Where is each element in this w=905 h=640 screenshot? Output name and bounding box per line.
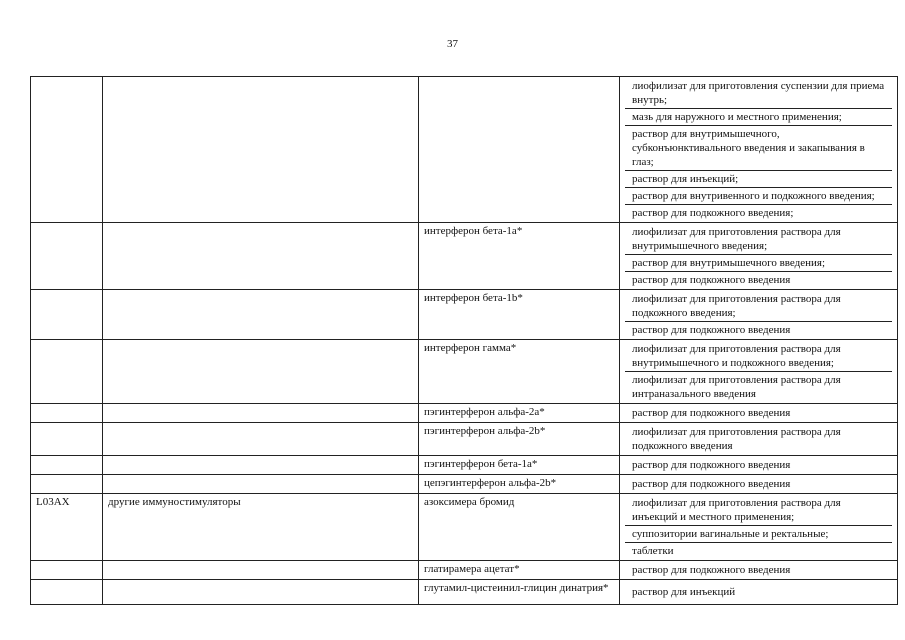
dosage-forms-cell: [620, 77, 898, 223]
dosage-form-item: лиофилизат для приготовления суспензии для приема внутрь;: [632, 80, 885, 106]
dosage-form-item: раствор для подкожного введения: [632, 478, 791, 490]
dosage-form-item: раствор для подкожного введения: [632, 407, 791, 419]
drug-name-cell: [419, 77, 620, 223]
dosage-form-item: лиофилизат для приготовления раствора для интраназального введения: [625, 371, 892, 402]
atc-code-cell: [31, 77, 103, 223]
atc-code-cell: [31, 290, 103, 340]
pharm-group-cell: [103, 580, 419, 605]
dosage-forms-cell: [620, 494, 898, 561]
dosage-form-item: раствор для подкожного введения;: [625, 204, 892, 221]
dosage-form-item: лиофилизат для приготовления раствора для подкожного введения;: [632, 293, 841, 319]
table-row: [31, 77, 898, 223]
pharm-group-cell: [103, 423, 419, 456]
dosage-forms-cell: [620, 404, 898, 423]
drug-name-cell: азоксимера бромид: [419, 494, 620, 561]
dosage-form-item: раствор для подкожного введения: [625, 271, 892, 288]
pharm-group-cell: [103, 77, 419, 223]
dosage-forms-cell: [620, 290, 898, 340]
table-row: [31, 404, 898, 423]
dosage-forms-list: [625, 341, 892, 402]
dosage-forms-cell: [620, 561, 898, 580]
table-row: [31, 223, 898, 290]
dosage-forms-list: [625, 457, 892, 473]
table-row: [31, 423, 898, 456]
drug-name-cell: пэгинтерферон бета-1a*: [419, 456, 620, 475]
dosage-forms-list: [625, 476, 892, 492]
atc-code-cell: L03AX: [31, 494, 103, 561]
table-row: [31, 475, 898, 494]
dosage-forms-cell: [620, 475, 898, 494]
pharm-group-cell: [103, 340, 419, 404]
dosage-forms-list: [625, 224, 892, 288]
pharm-group-cell: [103, 223, 419, 290]
dosage-form-item: раствор для подкожного введения: [625, 321, 892, 338]
dosage-forms-list: [625, 562, 892, 578]
dosage-forms-list: [625, 405, 892, 421]
drug-name-cell: цепэгинтерферон альфа-2b*: [419, 475, 620, 494]
dosage-forms-list: [625, 78, 892, 221]
atc-code-cell: [31, 340, 103, 404]
table-row: [31, 290, 898, 340]
drug-name-cell: пэгинтерферон альфа-2b*: [419, 423, 620, 456]
dosage-forms-cell: [620, 423, 898, 456]
dosage-form-item: лиофилизат для приготовления раствора для внутримышечного и подкожного введения;: [632, 343, 841, 369]
table-row: [31, 561, 898, 580]
dosage-form-item: раствор для внутримышечного введения;: [625, 254, 892, 271]
dosage-form-item: лиофилизат для приготовления раствора для инъекций и местного применения;: [632, 497, 841, 523]
table-row: [31, 580, 898, 605]
atc-code-cell: [31, 561, 103, 580]
dosage-form-item: раствор для инъекций;: [625, 170, 892, 187]
atc-code-cell: [31, 223, 103, 290]
pharm-group-cell: [103, 561, 419, 580]
dosage-forms-list: [625, 291, 892, 338]
table-row: [31, 494, 898, 561]
dosage-form-item: таблетки: [625, 542, 892, 559]
dosage-forms-cell: [620, 580, 898, 605]
atc-code-cell: [31, 456, 103, 475]
dosage-form-item: мазь для наружного и местного применения;: [625, 108, 892, 125]
drug-name-cell: глатирамера ацетат*: [419, 561, 620, 580]
dosage-form-item: раствор для подкожного введения: [632, 459, 791, 471]
drug-name-cell: интерферон бета-1a*: [419, 223, 620, 290]
pharm-group-cell: [103, 475, 419, 494]
dosage-forms-cell: [620, 456, 898, 475]
drug-name-cell: пэгинтерферон альфа-2a*: [419, 404, 620, 423]
dosage-form-item: раствор для внутримышечного, субконъюнктивального введения и закапывания в глаз;: [625, 125, 892, 170]
dosage-form-item: раствор для инъекций: [632, 586, 736, 598]
dosage-form-item: лиофилизат для приготовления раствора для внутримышечного введения;: [632, 226, 841, 252]
drug-table: [30, 76, 898, 605]
dosage-form-item: суппозитории вагинальные и ректальные;: [625, 525, 892, 542]
drug-name-cell: интерферон гамма*: [419, 340, 620, 404]
dosage-forms-list: [625, 495, 892, 559]
table-row: [31, 456, 898, 475]
dosage-forms-list: [625, 581, 892, 603]
dosage-forms-cell: [620, 340, 898, 404]
atc-code-cell: [31, 423, 103, 456]
table-row: [31, 340, 898, 404]
pharm-group-cell: [103, 290, 419, 340]
pharm-group-cell: [103, 456, 419, 475]
page-number: 37: [447, 38, 458, 50]
dosage-forms-cell: [620, 223, 898, 290]
dosage-form-item: лиофилизат для приготовления раствора для подкожного введения: [632, 426, 841, 452]
pharm-group-cell: [103, 404, 419, 423]
dosage-form-item: раствор для подкожного введения: [632, 564, 791, 576]
pharm-group-cell: другие иммуностимуляторы: [103, 494, 419, 561]
dosage-form-item: раствор для внутривенного и подкожного введения;: [625, 187, 892, 204]
drug-name-cell: глутамил-цистеинил-глицин динатрия*: [419, 580, 620, 605]
atc-code-cell: [31, 580, 103, 605]
atc-code-cell: [31, 404, 103, 423]
drug-table-body: [31, 77, 898, 605]
dosage-forms-list: [625, 424, 892, 454]
drug-name-cell: интерферон бета-1b*: [419, 290, 620, 340]
atc-code-cell: [31, 475, 103, 494]
